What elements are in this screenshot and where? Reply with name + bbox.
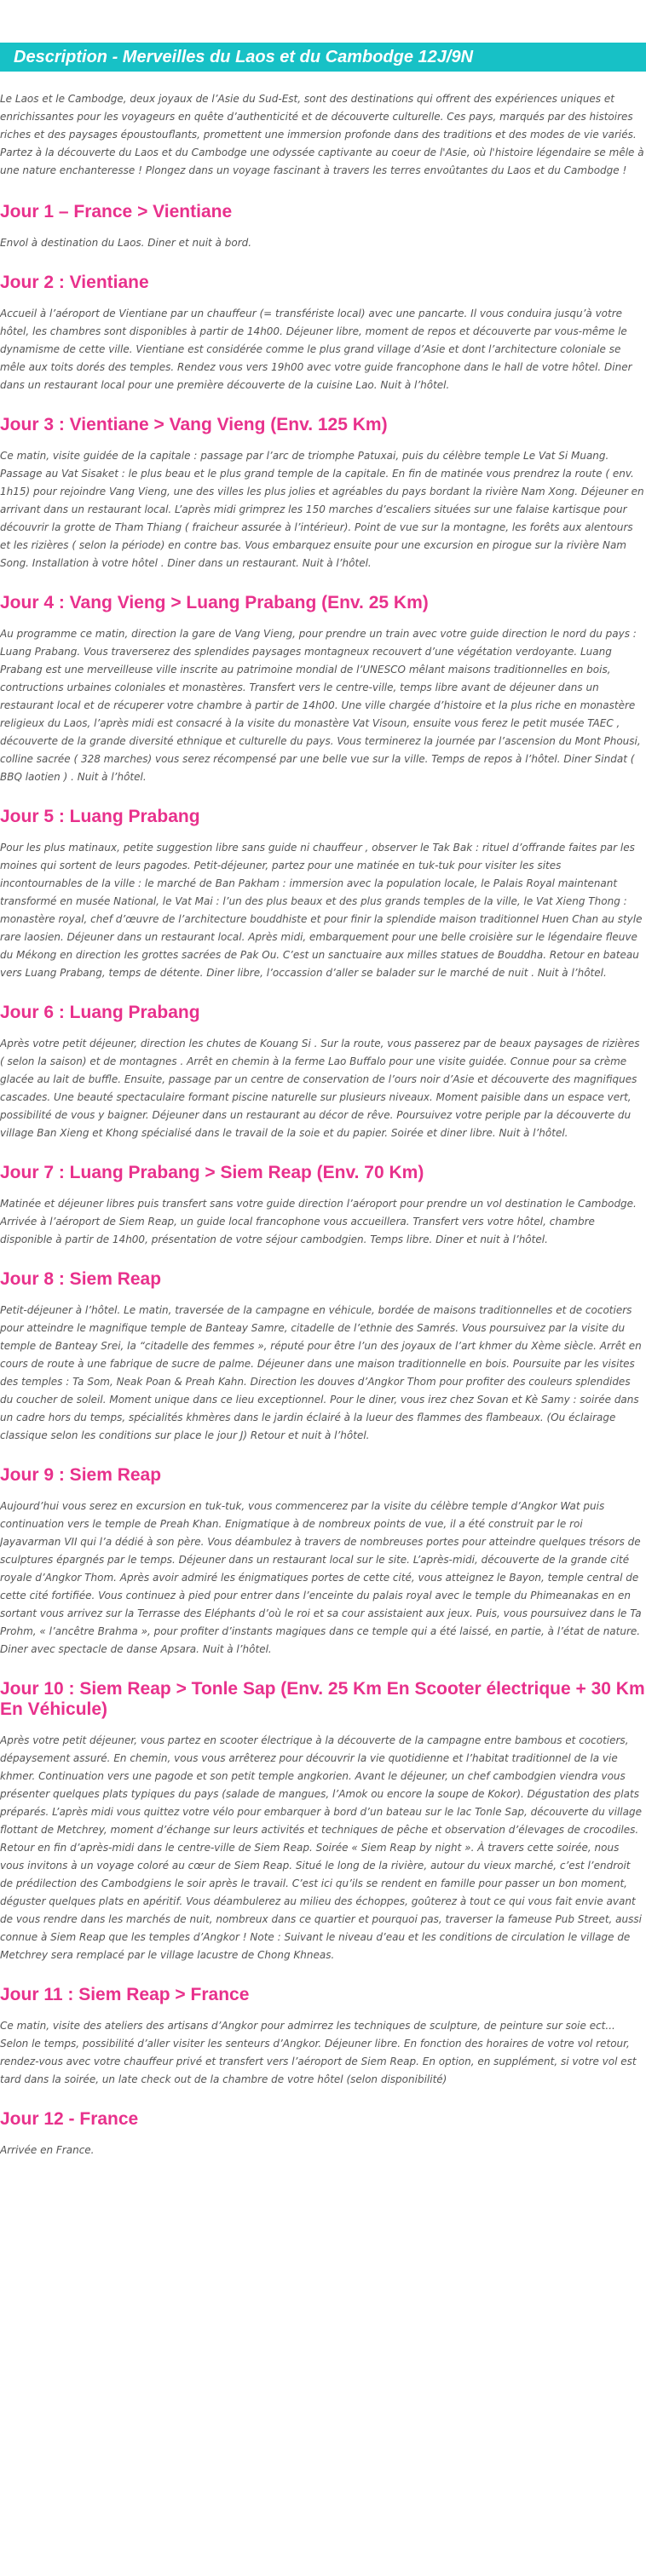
day-description: Accueil à l’aéroport de Vientiane par un chauffeur (= transféristе local) avec une pancarte. Il vous conduira jusqu’à votre hôtel, les chambres sont disponibles à partir de 14h00. Déjeuner libre, moment de repos et découverte par vous-même le dynamisme de cette ville. Vientiane est considérée comme le plus grand village d’Asie et dont l’architecture coloniale se mêle aux toits dorés des temples. Rendez vous vers 19h00 avec votre guide francophone dans le hall de votre hôtel. Diner dans un restaurant local pour une première découverte de la cuisine Lao. Nuit à l’hôtel. — [0, 308, 632, 391]
day-8 — [0, 1269, 646, 1445]
page — [0, 43, 646, 2576]
day-title: Jour 10 : Siem Reap > Tonle Sap (Env. 25 Km En Scooter électrique + 30 Km En Véhicule) — [0, 1679, 645, 1719]
day-10 — [0, 1679, 646, 1964]
day-9 — [0, 1465, 646, 1659]
day-title: Jour 1 – France > Vientiane — [0, 202, 233, 221]
day-description: Après votre petit déjeuner, vous partez en scooter électrique à la découverte de la campagne entre bambous et cocotiers, dépaysement assuré. En chemin, vous vous arrêterez pour découvrir la vie quotidienne et l’habitat traditionnel de la vie khmer. Continuation vers une pagode et son petit temple angkorien. Avant le déjeuner, un chef cambodgien viendra vous présenter quelques plats typiques du pays (salade de mangues, l’Amok ou encore la soupe de Kokor). Dégustation des plats préparés. L’après midi vous quittez votre vélo pour embarquer à bord d’un bateau sur le lac Tonle Sap, découverte du village flottant de Metchrey, moment d’échange sur leurs activités et techniques de pêche et observation d’élevages de crocodiles. Retour en fin d’après-midi dans le centre-ville de Siem Reap. Soirée « Siem Reap by night ». À travers cette soirée, nous vous invitons à un voyage coloré au cœur de Siem Reap. Situé le long de la rivière, autour du vieux marché, c’est l’endroit de prédilection des Cambodgiens le soir après le travail. C’est ici qu’ils se rendent en famille pour passer un bon moment, déguster quelques plats en apéritif. Vous déambulerez au milieu des échoppes, goûterez à tout ce qui vous fait envie avant de vous rendre dans les marchés de nuit, nombreux dans ce quartier et pourquoi pas, traverser la fameuse Pub Street, aussi connue à Siem Reap que les temples d’Angkor ! Note : Suivant le niveau d’eau et les conditions de circulation le village de Metchrey sera remplacé par le village lacustre de Chong Khneas. — [0, 1734, 642, 1961]
day-4 — [0, 593, 646, 786]
day-title: Jour 11 : Siem Reap > France — [0, 1985, 250, 2004]
day-5 — [0, 807, 646, 982]
day-2 — [0, 273, 646, 394]
banner-title: Description - Merveilles du Laos et du Cambodge 12J/9N — [14, 47, 474, 66]
day-3 — [0, 415, 646, 572]
day-description: Après votre petit déjeuner, direction les chutes de Kouang Si . Sur la route, vous passerez par de beaux paysages de rizières ( selon la saison) et de montagnes . Arrêt en chemin à la ferme Lao Buffalo pour une visite guidée. Connue pour sa crème glacée au lait de buffle. Ensuite, passage par un centre de conservation de l’ours noir d’Asie et découverte des magnifiques cascades. Une beauté spectaculaire formant piscine naturelle sur plusieurs niveaux. Moment paisible dans un espace vert, possibilité de vous y baigner. Déjeuner dans un restaurant au décor de rêve. Poursuivez votre periple par la découverte du village Ban Xieng et Khong spécialisé dans le travail de la soie et du papier. Soirée et diner libre. Nuit à l’hôtel. — [0, 1038, 640, 1139]
day-11 — [0, 1985, 646, 2089]
day-1 — [0, 202, 646, 252]
day-description: Aujourd’hui vous serez en excursion en tuk-tuk, vous commencerez par la visite du célèbre temple d’Angkor Wat puis continuation vers le temple de Preah Khan. Enigmatique à de nombreux points de vue, il a été construit par le roi Jayavarman VII qui l’a dédié à son père. Vous déambulez à travers de nombreuses portes pour atteindre quelques trésors de sculptures épargnés par le temps. Déjeuner dans un restaurant local sur le site. L’après-midi, découverte de la grande cité royale d’Angkor Thom. Après avoir admiré les énigmatiques portes de cette cité, vous atteignez le Bayon, temple central de cette cité fortifiée. Vous continuez à pied pour entrer dans l’enceinte du palais royal avec le temple du Phimeanakas en en sortant vous arrivez sur la Terrasse des Eléphants d’où le roi et sa cour assistaient aux jeux. Puis, vous poursuivez dans le Ta Prohm, « l’ancêtre Brahma », pour profiter d’instants magiques dans ce temple qui a été laissé, en partie, à l’état de nature. Diner avec spectacle de danse Apsara. Nuit à l’hôtel. — [0, 1500, 642, 1655]
day-7 — [0, 1163, 646, 1249]
day-description: Matinée et déjeuner libres puis transfert sans votre guide direction l’aéroport pour prendre un vol destination le Cambodge. Arrivée à l’aéroport de Siem Reap, un guide local francophone vous accueillera. Transfert vers votre hôtel, chambre disponible à partir de 14h00, présentation de votre séjour cambodgien. Temps libre. Diner et nuit à l’hôtel. — [0, 1198, 637, 1245]
intro-paragraph: Le Laos et le Cambodge, deux joyaux de l’Asie du Sud-Est, sont des destinations qui offrent des expériences uniques et enrichissantes pour les voyageurs en quête d’authenticité et de découverte culturelle. Ces pays, marqués par des histoires riches et des paysages époustouflants, promettent une immersion profonde dans des traditions et des modes de vie variés. Partez à la découverte du Laos et du Cambodge une odyssée captivante au coeur de l'Asie, où l'histoire légendaire se mêle à une nature enchanteresse ! Plongez dans un voyage fascinant à travers les terres envoûtantes du Laos et du Cambodge ! — [0, 93, 644, 176]
day-description: Petit-déjeuner à l’hôtel. Le matin, traversée de la campagne en véhicule, bordée de maisons traditionnelles et de cocotiers pour atteindre le magnifique temple de Banteay Samre, citadelle de l’ethnie des Samrés. Vous poursuivez par la visite du temple de Banteay Srei, la “citadelle des femmes », réputé pour être l’un des joyaux de l’art khmer du Xème siècle. Arrêt en cours de route à une fabrique de sucre de palme. Déjeuner dans une maison traditionnelle en bois. Poursuite par les visites des temples : Ta Som, Neak Poan & Preah Kahn. Direction les douves d’Angkor Thom pour profiter des couleurs splendides du coucher de soleil. Moment unique dans ce lieu exceptionnel. Pour le diner, vous irez chez Sovan et Kè Samy : soirée dans un cadre hors du temps, spécialités khmères dans le jardin éclairé à la lueur des flammes des flambeaux. (Ou éclairage classique selon les conditions sur place le jour J) Retour et nuit à l’hôtel. — [0, 1304, 642, 1441]
day-description: Arrivée en France. — [0, 2144, 95, 2156]
day-title: Jour 4 : Vang Vieng > Luang Prabang (Env. 25 Km) — [0, 593, 429, 612]
day-title: Jour 3 : Vientiane > Vang Vieng (Env. 125 Km) — [0, 415, 388, 434]
day-title: Jour 7 : Luang Prabang > Siem Reap (Env. 70 Km) — [0, 1163, 424, 1182]
day-description: Ce matin, visite des ateliers des artisans d’Angkor pour admirrez les techniques de sculpture, de peinture sur soie ect... Selon le temps, possibilité d’aller visiter les senteurs d’Angkor. Déjeuner libre. En fonction des horaires de votre vol retour, rendez-vous avec votre chauffeur privé et transfert vers l’aéroport de Siem Reap. En option, en supplément, si votre vol est tard dans la soirée, un late check out de la chambre de votre hôtel (selon disponibilité) — [0, 2020, 637, 2085]
day-title: Jour 12 - France — [0, 2109, 139, 2129]
day-6 — [0, 1003, 646, 1142]
day-title: Jour 2 : Vientiane — [0, 273, 149, 292]
day-description: Ce matin, visite guidée de la capitale : passage par l’arc de triomphe Patuxai, puis du célèbre temple Le Vat Si Muang. Passage au Vat Sisaket : le plus beau et le plus grand temple de la capitale. En fin de matinée vous prendrez la route ( env. 1h15) pour rejoindre Vang Vieng, une des villes les plus jolies et agréables du pays bordant la rivière Nam Xong. Déjeuner en arrivant dans un restaurant local. L’après midi grimprez les 150 marches d’escaliers situées sur une falaise kartisque pour découvrir la grotte de Tham Thiang ( fraicheur assurée à l’intérieur). Point de vue sur la montagne, les forêts aux alentours et les rizières ( selon la période) en contre bas. Vous embarquez ensuite pour une excursion en pirogue sur la rivière Nam Song. Installation à votre hôtel . Diner dans un restaurant. Nuit à l’hôtel. — [0, 450, 644, 569]
day-description: Au programme ce matin, direction la gare de Vang Vieng, pour prendre un train avec votre guide direction le nord du pays : Luang Prabang. Vous traverserez des splendides paysages montagneux recouvert d’une végétation verdoyante. Luang Prabang est une merveilleuse ville inscrite au patrimoine mondial de l’UNESCO mêlant maisons traditionnelles en bois, contructions urbaines coloniales et monastères. Transfert vers le centre-ville, temps libre avant de déjeuner dans un restaurant local et de récuperer votre chambre à partir de 14h00. Une ville chargée d’histoire et la plus riche en monastère religieux du Laos, l’après midi est consacré à la visite du monastère Vat Visoun, ensuite vous ferez le petit musée TAEC , découverte de la grande diversité ethnique et culturelle du pays. Vous terminerez la journée par l’ascension du Mont Phousi, colline sacrée ( 328 marches) vous serez récompensé par une belle vue sur la ville. Temps de repos à l’hôtel. Diner Sindat ( BBQ laotien ) . Nuit à l’hôtel. — [0, 628, 641, 783]
itinerary-content — [0, 90, 646, 2159]
day-title: Jour 6 : Luang Prabang — [0, 1003, 200, 1022]
day-title: Jour 9 : Siem Reap — [0, 1465, 162, 1485]
day-title: Jour 8 : Siem Reap — [0, 1269, 162, 1289]
day-description: Envol à destination du Laos. Diner et nuit à bord. — [0, 237, 252, 249]
day-title: Jour 5 : Luang Prabang — [0, 807, 200, 826]
day-12 — [0, 2109, 646, 2159]
day-description: Pour les plus matinaux, petite suggestion libre sans guide ni chauffeur , observer le Tak Bak : rituel d’offrande faites par les moines qui sortent de leurs pagodes. Petit-déjeuner, partez pour une matinée en tuk-tuk pour visiter les sites incontournables de la ville : le marché de Ban Pakham : immersion avec la population locale, le Palais Royal maintenant transformé en musée National, le Vat Mai : l’un des plus beaux et des plus grands temples de la ville, le Vat Xieng Thong : monastère royal, chef d’œuvre de l’architecture bouddhiste et pour finir la splendide maison traditionnel Huen Chan au style rare laosien. Déjeuner dans un restaurant local. Après midi, embarquement pour une belle croisière sur le légendaire fleuve du Mékong en direction les grottes sacrées de Pak Ou. C’est un sanctuaire aux milles statues de Bouddha. Retour en bateau vers Luang Prabang, temps de détente. Diner libre, l’occassion d’aller se balader sur le marché de nuit . Nuit à l’hôtel. — [0, 842, 643, 979]
description-banner — [0, 43, 646, 72]
